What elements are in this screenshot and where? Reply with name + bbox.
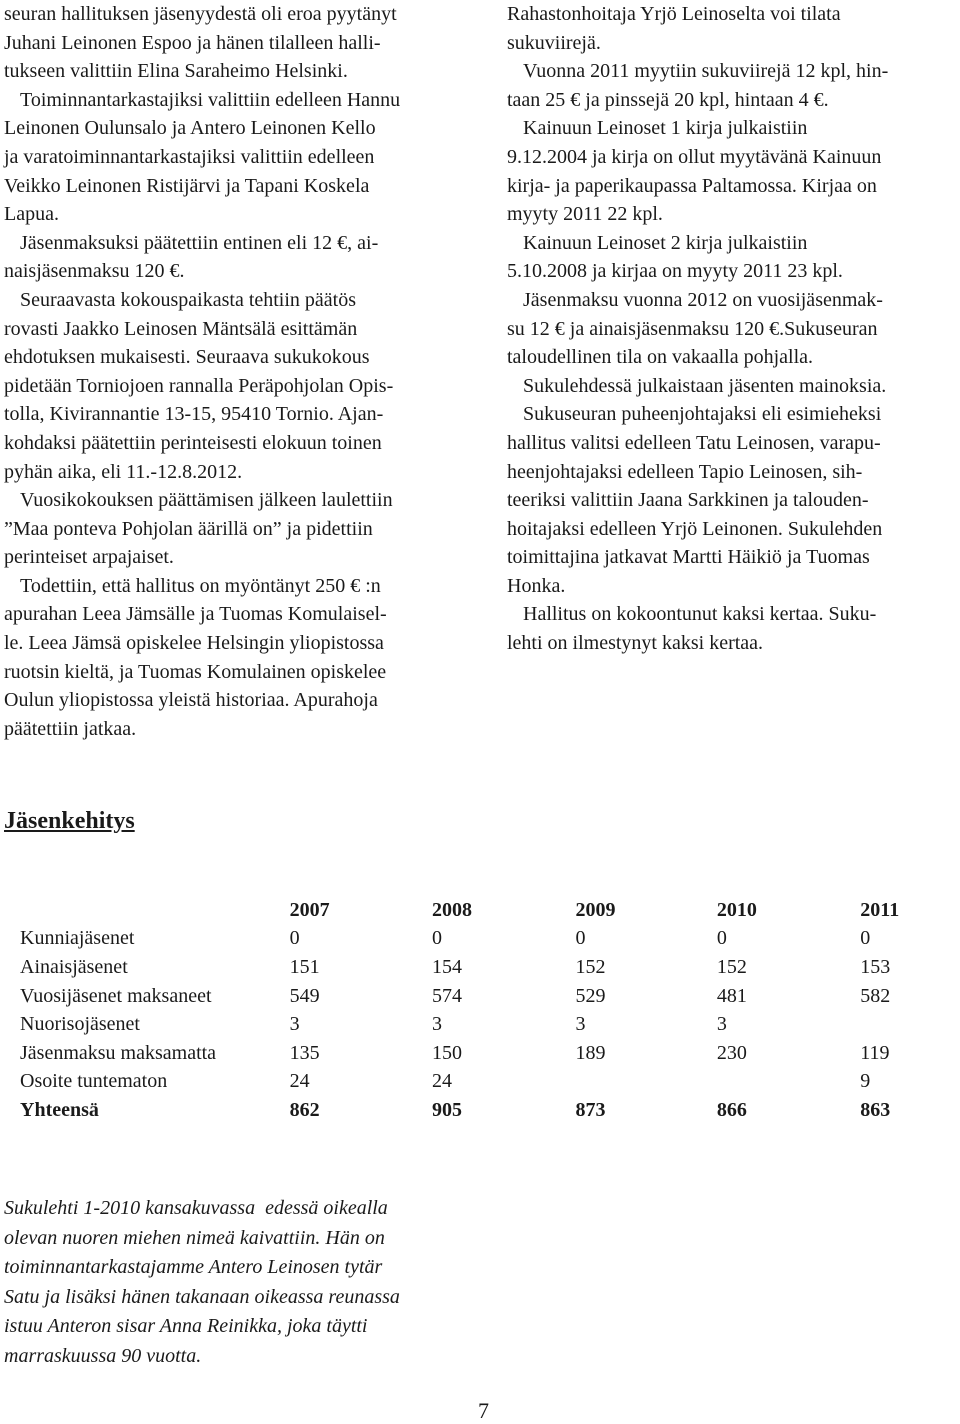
- text-line: Juhani Leinonen Espoo ja hänen tilalleen halli-: [4, 31, 381, 54]
- text-line: Jäsenmaksuksi päätettiin entinen eli 12 €, ai-: [20, 231, 379, 254]
- paragraph: [4, 257, 474, 286]
- table-cell: [575, 1068, 716, 1097]
- text-line: pyhän aika, eli 11.-12.8.2012.: [4, 460, 243, 483]
- paragraph: [507, 600, 957, 629]
- text-line: Vuosikokouksen päättämisen jälkeen laulettiin: [20, 489, 393, 512]
- right-text-column: [507, 0, 957, 658]
- text-line: kirja- ja paperikaupassa Paltamossa. Kirjaa on: [507, 174, 877, 197]
- text-line: hallitus valitsi edelleen Tatu Leinosen, varapu-: [507, 431, 881, 454]
- text-line: Kainuun Leinoset 2 kirja julkaistiin: [523, 231, 808, 254]
- row-label: Osoite tuntematon: [20, 1070, 168, 1093]
- photo-caption: [4, 1194, 504, 1372]
- text-line: 9.12.2004 ja kirja on ollut myytävänä Kainuun: [507, 145, 882, 168]
- table-cell: 152: [716, 955, 747, 978]
- table-cell: 873: [575, 1098, 606, 1121]
- text-line: tolla, Kivirannantie 13-15, 95410 Tornio. Ajan-: [4, 403, 384, 426]
- text-line: taan 25 € ja pinssejä 20 kpl, hintaan 4 €.: [507, 88, 829, 111]
- table-row: [20, 1068, 960, 1097]
- table-cell: 24: [289, 1070, 310, 1093]
- row-label: Nuorisojäsenet: [20, 1013, 140, 1036]
- text-line: rovasti Jaakko Leinosen Mäntsälä esittämän: [4, 317, 358, 340]
- text-line: apurahan Leea Jämsälle ja Tuomas Komulaisel-: [4, 603, 387, 626]
- table-cell: 0: [289, 927, 300, 950]
- text-line: hoitajaksi edelleen Yrjö Leinonen. Sukulehden: [507, 517, 883, 540]
- paragraph: [4, 486, 474, 515]
- paragraph: [4, 0, 474, 86]
- paragraph: [507, 143, 957, 229]
- paragraph: [507, 429, 957, 601]
- text-line: tukseen valittiin Elina Saraheimo Helsinki.: [4, 60, 348, 83]
- table-cell: 0: [432, 927, 443, 950]
- row-label: Jäsenmaksu maksamatta: [20, 1041, 217, 1064]
- text-line: Todettiin, että hallitus on myöntänyt 250 € :n: [20, 574, 381, 597]
- table-cell: 863: [860, 1098, 891, 1121]
- text-line: taloudellinen tila on vakaalla pohjalla.: [507, 346, 814, 369]
- text-line: Veikko Leinonen Ristijärvi ja Tapani Koskela: [4, 174, 370, 197]
- text-line: naisjäsenmaksu 120 €.: [4, 260, 185, 283]
- table-row: [20, 1096, 960, 1125]
- table-row: [20, 1010, 960, 1039]
- text-line: Sukuseuran puheenjohtajaksi eli esimieheksi: [523, 403, 882, 426]
- table-cell: 189: [575, 1041, 606, 1064]
- membership-table: [20, 896, 960, 1125]
- caption-line: Satu ja lisäksi hänen takanaan oikeassa reunassa: [4, 1285, 400, 1308]
- paragraph: [507, 257, 957, 286]
- table-cell: 3: [432, 1013, 443, 1036]
- text-line: kohdaksi päätettiin perinteisesti elokuun toinen: [4, 431, 382, 454]
- text-line: perinteiset arpajaiset.: [4, 546, 174, 569]
- table-cell: 529: [575, 984, 606, 1007]
- table-header-year: 2010: [716, 898, 757, 921]
- text-line: Vuonna 2011 myytiin sukuviirejä 12 kpl, hin-: [523, 60, 889, 83]
- text-line: Kainuun Leinoset 1 kirja julkaistiin: [523, 117, 808, 140]
- text-line: pidetään Torniojoen rannalla Peräpohjolan Opis-: [4, 374, 394, 397]
- text-line: lehti on ilmestynyt kaksi kertaa.: [507, 632, 764, 655]
- caption-line: toiminnantarkastajamme Antero Leinosen tytär: [4, 1256, 383, 1279]
- table-header-year: 2011: [860, 898, 900, 921]
- paragraph: [507, 114, 957, 143]
- caption-line: Sukulehti 1-2010 kansakuvassa edessä oikealla: [4, 1197, 388, 1219]
- table-cell: 862: [289, 1098, 320, 1121]
- text-line: 5.10.2008 ja kirjaa on myyty 2011 23 kpl.: [507, 260, 843, 283]
- paragraph: [507, 372, 957, 401]
- table-row: [20, 925, 960, 954]
- text-line: sukuviirejä.: [507, 31, 601, 54]
- text-line: ehdotuksen mukaisesti. Seuraava sukukokous: [4, 346, 370, 369]
- text-line: Oulun yliopistossa yleistä historiaa. Apurahoja: [4, 689, 378, 712]
- paragraph: [4, 515, 474, 572]
- table-cell: 24: [432, 1070, 453, 1093]
- text-line: toimittajina jatkavat Martti Häikiö ja Tuomas: [507, 546, 870, 569]
- table-header-row: [20, 896, 960, 925]
- table-cell: 151: [289, 955, 320, 978]
- row-label: Kunniajäsenet: [20, 927, 135, 950]
- table-cell: 154: [432, 955, 463, 978]
- table-cell: [717, 1068, 860, 1097]
- paragraph: [507, 629, 957, 658]
- table-cell: 153: [860, 955, 891, 978]
- text-line: myyty 2011 22 kpl.: [507, 203, 663, 226]
- table-cell: 3: [716, 1013, 727, 1036]
- paragraph: [4, 315, 474, 487]
- caption-line: olevan nuoren miehen nimeä kaivattiin. Hän on: [4, 1226, 385, 1249]
- paragraph: [4, 86, 474, 115]
- row-label: Yhteensä: [20, 1098, 99, 1121]
- table-row: [20, 982, 960, 1011]
- left-text-column: [4, 0, 474, 743]
- text-line: seuran hallituksen jäsenyydestä oli eroa pyytänyt: [4, 3, 397, 25]
- paragraph: [507, 286, 957, 315]
- text-line: Seuraavasta kokouspaikasta tehtiin päätös: [20, 288, 357, 311]
- text-line: Leinonen Oulunsalo ja Antero Leinonen Kello: [4, 117, 376, 140]
- table-cell: 119: [860, 1041, 890, 1064]
- table-header-year: 2008: [432, 898, 473, 921]
- paragraph: [507, 315, 957, 372]
- text-line: Honka.: [507, 574, 566, 597]
- section-title: Jäsenkehitys: [4, 808, 135, 834]
- text-line: ruotsin kieltä, ja Tuomas Komulainen opiskelee: [4, 660, 387, 683]
- text-line: Sukulehdessä julkaistaan jäsenten mainoksia.: [523, 374, 887, 397]
- paragraph: [4, 229, 474, 258]
- text-line: ja varatoiminnantarkastajiksi valittiin edelleen: [4, 145, 375, 168]
- text-line: su 12 € ja ainaisjäsenmaksu 120 €.Sukuseuran: [507, 317, 878, 340]
- table-header-year: 2007: [289, 898, 330, 921]
- text-line: teeriksi valittiin Jaana Sarkkinen ja talouden-: [507, 489, 869, 512]
- table-cell: 866: [716, 1098, 747, 1121]
- table-cell: 549: [289, 984, 320, 1007]
- text-line: Hallitus on kokoontunut kaksi kertaa. Suku-: [523, 603, 877, 626]
- table-cell: 574: [432, 984, 463, 1007]
- paragraph: [4, 286, 474, 315]
- table-cell: [860, 1010, 960, 1039]
- table-cell: 150: [432, 1041, 463, 1064]
- table-row: [20, 953, 960, 982]
- caption-line: marraskuussa 90 vuotta.: [4, 1344, 202, 1367]
- table-cell: 135: [289, 1041, 320, 1064]
- text-line: ”Maa ponteva Pohjolan äärillä on” ja pidettiin: [4, 517, 373, 540]
- text-line: Rahastonhoitaja Yrjö Leinoselta voi tilata: [507, 3, 841, 25]
- paragraph: [4, 572, 474, 601]
- paragraph: [507, 0, 957, 57]
- paragraph: [507, 86, 957, 115]
- paragraph: [4, 114, 474, 228]
- text-line: Jäsenmaksu vuonna 2012 on vuosijäsenmak-: [523, 288, 883, 311]
- paragraph: [507, 229, 957, 258]
- table-row: [20, 1039, 960, 1068]
- table-cell: 0: [860, 927, 871, 950]
- table-cell: 3: [289, 1013, 300, 1036]
- text-line: le. Leea Jämsä opiskelee Helsingin yliopistossa: [4, 632, 384, 655]
- paragraph: [507, 57, 957, 86]
- text-line: heenjohtajaksi edelleen Tapio Leinosen, sih-: [507, 460, 863, 483]
- table-cell: 152: [575, 955, 606, 978]
- caption-line: istuu Anteron sisar Anna Reinikka, joka täytti: [4, 1315, 368, 1338]
- text-line: Lapua.: [4, 203, 59, 226]
- table-header-year: 2009: [575, 898, 616, 921]
- table-cell: 0: [716, 927, 727, 950]
- table-header-label: [20, 896, 290, 925]
- table-cell: 3: [575, 1013, 586, 1036]
- row-label: Vuosijäsenet maksaneet: [20, 984, 212, 1007]
- page-number: 7: [478, 1398, 489, 1423]
- table-cell: 9: [860, 1070, 871, 1093]
- table-cell: 481: [716, 984, 747, 1007]
- text-line: Toiminnantarkastajiksi valittiin edelleen Hannu: [20, 88, 401, 111]
- paragraph: [4, 600, 474, 743]
- paragraph: [507, 400, 957, 429]
- table-cell: 0: [575, 927, 586, 950]
- text-line: päätettiin jatkaa.: [4, 717, 137, 740]
- table-cell: 230: [716, 1041, 747, 1064]
- row-label: Ainaisjäsenet: [20, 955, 128, 978]
- table-cell: 905: [432, 1098, 463, 1121]
- table-cell: 582: [860, 984, 891, 1007]
